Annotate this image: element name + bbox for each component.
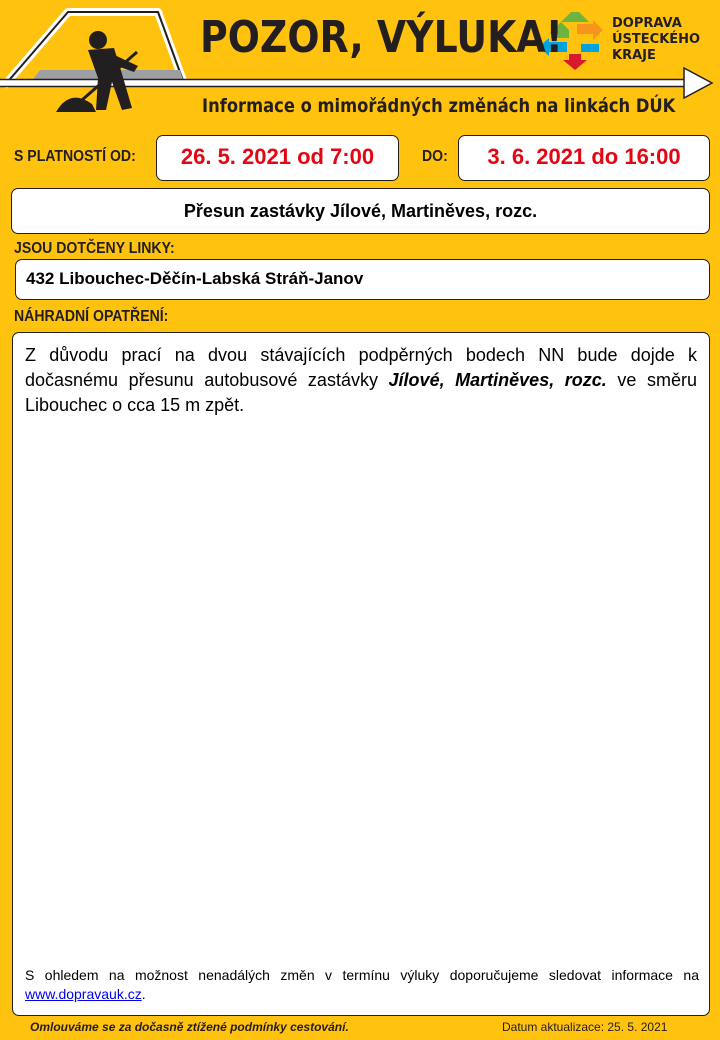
apology-text: Omlouváme se za dočasně ztížené podmínky cestování. — [30, 1020, 349, 1034]
measures-text-after: ve směru Libouchec o cca 15 m zpět. — [25, 370, 697, 415]
affected-lines-box — [15, 259, 710, 300]
valid-from-value: 26. 5. 2021 od 7:00 — [180, 144, 375, 169]
valid-to-box — [458, 135, 710, 181]
page-subtitle: Informace o mimořádných změnách na linkách DÚK — [202, 95, 676, 117]
page-title: POZOR, VÝLUKA! — [200, 12, 563, 63]
arrow-head — [684, 68, 712, 98]
measures-label: NÁHRADNÍ OPATŘENÍ: — [14, 308, 169, 325]
valid-to-label: DO: — [422, 148, 448, 165]
valid-from-label: S PLATNOSTÍ OD: — [14, 148, 136, 165]
notice-text-end: . — [141, 986, 146, 1002]
measures-text-before: Z důvodu prací na dvou stávajících podpěrných bodech NN bude dojde k dočasnému přesunu autobusové zastávky — [25, 345, 697, 390]
update-date: Datum aktualizace: 25. 5. 2021 — [502, 1020, 668, 1034]
headline: Přesun zastávky Jílové, Martiněves, rozc. — [183, 201, 538, 221]
brand-name — [612, 16, 700, 64]
valid-to-value: 3. 6. 2021 do 16:00 — [487, 144, 681, 169]
affected-line-item: 432 Libouchec-Děčín-Labská Stráň-Janov — [26, 269, 364, 288]
valid-from-box — [156, 135, 399, 181]
brand-line-3: KRAJE — [612, 48, 656, 63]
brand-line-2: ÚSTECKÉHO — [612, 32, 701, 47]
brand-line-1: DOPRAVA — [612, 16, 682, 31]
measures-text — [25, 343, 697, 418]
measures-box — [12, 332, 710, 1016]
notice-text — [25, 966, 699, 1004]
stop-name: Jílové, Martiněves, rozc. — [388, 370, 607, 390]
affected-lines-label: JSOU DOTČENY LINKY: — [14, 240, 175, 257]
notice-text-body: S ohledem na možnost nenadálých změn v termínu výluky doporučujeme sledovat informace na — [25, 967, 699, 983]
headline-box — [11, 188, 710, 234]
website-link[interactable]: www.dopravauk.cz — [25, 986, 142, 1002]
